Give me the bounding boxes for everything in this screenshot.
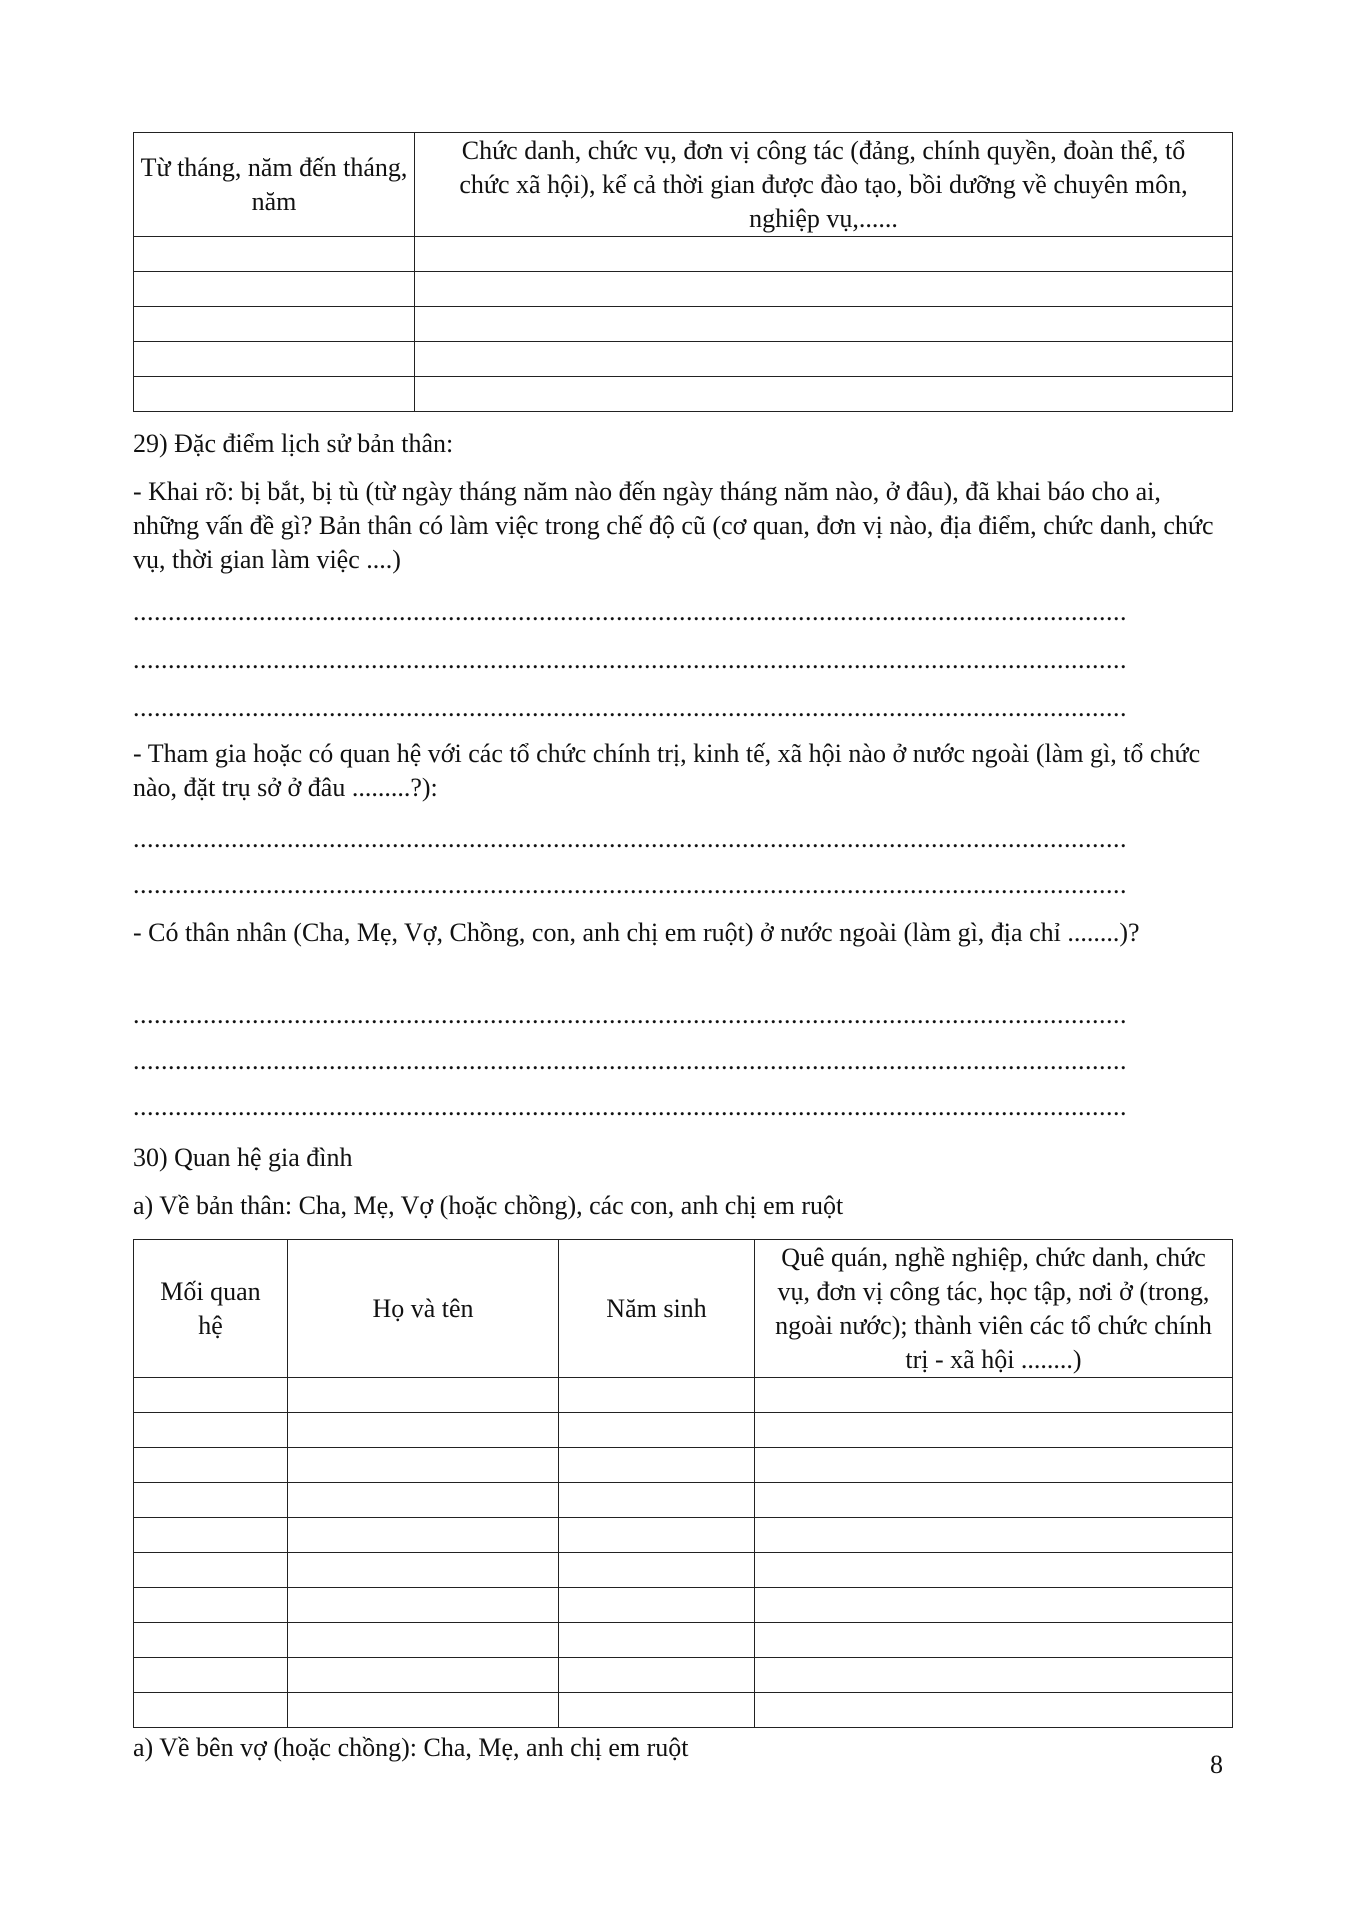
table-header-row	[134, 133, 1233, 237]
table-header-row	[134, 1240, 1233, 1378]
table-cell[interactable]	[288, 1693, 559, 1728]
table-cell[interactable]	[288, 1553, 559, 1588]
table-cell[interactable]	[559, 1483, 755, 1518]
table-cell[interactable]	[559, 1623, 755, 1658]
table-cell[interactable]	[288, 1448, 559, 1483]
table-row	[134, 1588, 1233, 1623]
table-cell[interactable]	[755, 1518, 1233, 1553]
section-29-question-3: - Có thân nhân (Cha, Mẹ, Vợ, Chồng, con, anh chị em ruột) ở nước ngoài (làm gì, địa chỉ ........)?	[133, 918, 1140, 947]
table-cell[interactable]	[559, 1553, 755, 1588]
section-30-title: 30) Quan hệ gia đình	[133, 1143, 353, 1172]
table-cell[interactable]	[288, 1378, 559, 1413]
header-period: Từ tháng, năm đến tháng, năm	[134, 133, 415, 237]
page-number: 8	[1210, 1750, 1223, 1779]
section-29-question-1: - Khai rõ: bị bắt, bị tù (từ ngày tháng năm nào đến ngày tháng năm nào, ở đâu), đã khai báo cho ai, những vấn đề gì? Bản thân có làm việc trong chế độ cũ (cơ quan, đơn vị nào, địa điểm, chức danh, chức vụ, thời gian làm việc ....)	[133, 477, 1214, 574]
table-cell[interactable]	[288, 1483, 559, 1518]
table-cell[interactable]	[134, 1378, 288, 1413]
table-cell[interactable]	[559, 1518, 755, 1553]
dotted-answer-line[interactable]: ..............................................................................................................................................	[133, 870, 1127, 899]
table-cell[interactable]	[559, 1693, 755, 1728]
table-cell[interactable]	[415, 342, 1233, 377]
table-row	[134, 377, 1233, 412]
table-cell[interactable]	[134, 1693, 288, 1728]
table-cell[interactable]	[288, 1413, 559, 1448]
table-cell[interactable]	[415, 307, 1233, 342]
table-cell[interactable]	[134, 1518, 288, 1553]
table-row	[134, 237, 1233, 272]
table-cell[interactable]	[755, 1623, 1233, 1658]
table-cell[interactable]	[559, 1378, 755, 1413]
dotted-answer-line[interactable]: ..............................................................................................................................................	[133, 824, 1127, 853]
table-cell[interactable]	[134, 237, 415, 272]
table-cell[interactable]	[755, 1448, 1233, 1483]
table-row	[134, 307, 1233, 342]
table-row	[134, 1378, 1233, 1413]
table-row	[134, 342, 1233, 377]
work-history-table	[133, 132, 1233, 412]
table-cell[interactable]	[755, 1553, 1233, 1588]
table-cell[interactable]	[755, 1588, 1233, 1623]
table-cell[interactable]	[559, 1448, 755, 1483]
table-cell[interactable]	[755, 1693, 1233, 1728]
table-row	[134, 1623, 1233, 1658]
table-cell[interactable]	[288, 1623, 559, 1658]
table-cell[interactable]	[755, 1658, 1233, 1693]
table-cell[interactable]	[134, 1413, 288, 1448]
table-cell[interactable]	[134, 1553, 288, 1588]
section-29-title: 29) Đặc điểm lịch sử bản thân:	[133, 429, 454, 458]
table-row	[134, 1518, 1233, 1553]
table-cell[interactable]	[755, 1378, 1233, 1413]
table-cell[interactable]	[134, 272, 415, 307]
table-row	[134, 1693, 1233, 1728]
table-cell[interactable]	[755, 1413, 1233, 1448]
table-cell[interactable]	[134, 1588, 288, 1623]
table-cell[interactable]	[134, 1658, 288, 1693]
section-29-question-2: - Tham gia hoặc có quan hệ với các tổ chức chính trị, kinh tế, xã hội nào ở nước ngoài (làm gì, tổ chức nào, đặt trụ sở ở đâu .........?):	[133, 739, 1201, 802]
dotted-answer-line[interactable]: ..............................................................................................................................................	[133, 1000, 1127, 1029]
table-cell[interactable]	[288, 1518, 559, 1553]
table-cell[interactable]	[134, 377, 415, 412]
table-row	[134, 1658, 1233, 1693]
table-cell[interactable]	[415, 237, 1233, 272]
section-30-subtitle-b: a) Về bên vợ (hoặc chồng): Cha, Mẹ, anh chị em ruột	[133, 1733, 689, 1762]
table-cell[interactable]	[559, 1413, 755, 1448]
header-details: Quê quán, nghề nghiệp, chức danh, chức vụ, đơn vị công tác, học tập, nơi ở (trong, ngoài nước); thành viên các tổ chức chính trị - xã hội ........)	[755, 1240, 1233, 1378]
table-cell[interactable]	[415, 377, 1233, 412]
section-30-subtitle-a: a) Về bản thân: Cha, Mẹ, Vợ (hoặc chồng), các con, anh chị em ruột	[133, 1191, 844, 1220]
header-position: Chức danh, chức vụ, đơn vị công tác (đảng, chính quyền, đoàn thể, tổ chức xã hội), kể cả thời gian được đào tạo, bồi dưỡng về chuyên môn, nghiệp vụ,......	[415, 133, 1233, 237]
table-cell[interactable]	[134, 342, 415, 377]
table-row	[134, 1413, 1233, 1448]
table-cell[interactable]	[415, 272, 1233, 307]
table-cell[interactable]	[755, 1483, 1233, 1518]
dotted-answer-line[interactable]: ..............................................................................................................................................	[133, 645, 1127, 674]
header-relationship: Mối quan hệ	[134, 1240, 288, 1378]
table-cell[interactable]	[288, 1658, 559, 1693]
table-cell[interactable]	[134, 307, 415, 342]
family-relations-table	[133, 1239, 1233, 1728]
dotted-answer-line[interactable]: ..............................................................................................................................................	[133, 1046, 1127, 1075]
table-row	[134, 1448, 1233, 1483]
header-birth-year: Năm sinh	[559, 1240, 755, 1378]
dotted-answer-line[interactable]: ..............................................................................................................................................	[133, 693, 1127, 722]
table-row	[134, 1483, 1233, 1518]
table-row	[134, 272, 1233, 307]
dotted-answer-line[interactable]: ..............................................................................................................................................	[133, 597, 1127, 626]
dotted-answer-line[interactable]: ..............................................................................................................................................	[133, 1092, 1127, 1121]
header-full-name: Họ và tên	[288, 1240, 559, 1378]
table-cell[interactable]	[559, 1658, 755, 1693]
table-cell[interactable]	[134, 1448, 288, 1483]
table-cell[interactable]	[288, 1588, 559, 1623]
table-cell[interactable]	[134, 1623, 288, 1658]
table-cell[interactable]	[134, 1483, 288, 1518]
table-row	[134, 1553, 1233, 1588]
table-cell[interactable]	[559, 1588, 755, 1623]
